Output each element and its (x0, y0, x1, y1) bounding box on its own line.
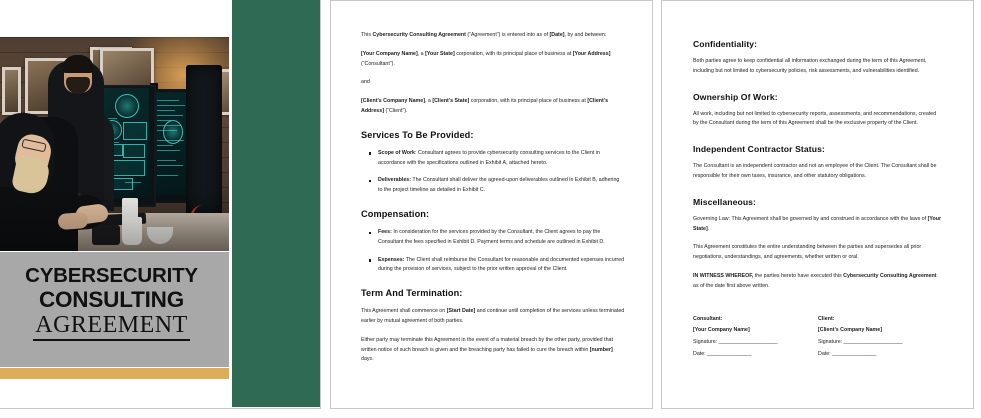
consultant-party-paragraph (361, 50, 625, 70)
bullet-scope-label: Scope of Work (378, 149, 415, 156)
photo-picture-frame (2, 67, 21, 115)
heading-miscellaneous: Miscellaneous: (693, 196, 757, 207)
consultant-mid1: , a (417, 50, 426, 57)
bullet-expenses-text: The Client shall reimburse the Consultant for reasonable and documented expenses incurred during the provision of services, subject to the prior written approval of the Client. (378, 256, 625, 273)
page-three-body (662, 1, 973, 361)
consultant-signature-company: [Your Company Name] (693, 327, 750, 334)
photo-person-standing-hair (62, 55, 94, 73)
governing-law-after: . (707, 225, 710, 232)
cover-title-line3: AGREEMENT (33, 313, 189, 342)
bullet-scope-text: : Consultant agrees to provide cybersecurity consulting services to the Client in accordance with the specifications outlined in Exhibit A, attached hereto. (378, 149, 600, 166)
witness-paragraph (693, 272, 943, 292)
consultant-mid2: corporation, with its principal place of business at (454, 50, 573, 57)
heading-term-and-termination: Term And Termination: (361, 288, 463, 299)
heading-confidentiality: Confidentiality: (693, 39, 758, 49)
intro-agreement-name: Cybersecurity Consulting Agreement (372, 32, 466, 38)
client-company-placeholder: [Client’s Company Name] (361, 98, 425, 105)
client-signature-line[interactable]: Signature: ____________________ (818, 339, 903, 346)
consultant-signature-line[interactable]: Signature: ____________________ (693, 339, 778, 346)
bullet-expenses-label: Expenses: (378, 256, 405, 263)
client-mid1: , a (424, 98, 433, 105)
governing-law-paragraph (693, 215, 943, 235)
confidentiality-paragraph: Both parties agree to keep confidential all information exchanged during the term of this Agreement, including but not limited to cybersecurity policies, risk assessments, and vulnerabilities identified. (693, 58, 927, 74)
term-p2-after: days. (361, 356, 374, 363)
consultant-company-placeholder: [Your Company Name] (361, 50, 418, 57)
bullet-scope-of-work (378, 149, 625, 169)
consultant-after: (“Consultant”). (361, 60, 395, 67)
client-address-placeholder: [Client’s Address] (361, 98, 609, 114)
intro-after: , by and between: (564, 32, 607, 38)
signature-column-client (818, 314, 943, 362)
photo-vignette (0, 187, 229, 251)
witness-agreement-name: Cybersecurity Consulting Agreement (843, 272, 937, 279)
compensation-bullet-list (361, 228, 625, 275)
cover-title-band (0, 252, 229, 367)
client-state-placeholder: [Client’s State] (432, 98, 470, 105)
client-signature-header: Client: (818, 315, 835, 322)
cure-period-placeholder: [number] (589, 346, 613, 353)
term-p2-before: Either party may terminate this Agreement in the event of a material breach by the other party, provided that written notice of such breach is given and the breaching party has failed to cure the breach within (361, 336, 613, 353)
agreement-page-three (661, 0, 974, 409)
intro-before: This (361, 32, 373, 38)
term-paragraph-one (361, 307, 625, 327)
client-mid2: corporation, with its principal place of business at (469, 98, 588, 105)
signature-column-consultant (693, 314, 818, 362)
heading-ownership-of-work: Ownership Of Work: (693, 91, 778, 102)
consultant-address-placeholder: [Your Address] (572, 50, 611, 57)
intro-mid: (“Agreement”) is entered into as of (465, 32, 550, 38)
photo-monitor-middle-screen (153, 92, 189, 195)
ownership-paragraph: All work, including but not limited to cybersecurity reports, assessments, and recommendations, created by the Consultant during the term of this Agreement shall be the exclusive property of the Client. (693, 110, 937, 127)
contractor-paragraph: The Consultant is an independent contractor and not an employee of the Client. The Consultant shall be responsible for their own taxes, insurance, and other statutory obligations. (693, 163, 937, 179)
governing-state-placeholder: [Your State] (693, 215, 942, 232)
consultant-signature-header: Consultant: (693, 315, 723, 322)
intro-date-placeholder: [Date] (549, 32, 565, 38)
bullet-fees (378, 228, 625, 248)
consultant-date-line[interactable]: Date: _______________ (693, 351, 752, 358)
cover-page-content (0, 0, 319, 407)
entire-agreement-paragraph: This Agreement constitutes the entire understanding between the parties and supersedes all prior negotiations, understandings, and agreements, whether written or oral. (693, 244, 922, 261)
term-p1-before: This Agreement shall commence on (361, 308, 447, 315)
signature-block (693, 314, 943, 362)
cover-title-line2: CONSULTING (38, 286, 185, 312)
client-signature-company: [Client’s Company Name] (818, 327, 882, 334)
agreement-page-two (330, 0, 653, 409)
bullet-fees-text: In consideration for the services provided by the Consultant, the Client agrees to pay the Consultant the fees specified in Exhibit D. Payment terms and schedule are outlined in Exhibit D. (378, 228, 605, 245)
cover-title-line1: CYBERSECURITY (25, 264, 198, 287)
cover-photo (0, 37, 229, 251)
services-bullet-list (361, 149, 625, 196)
term-p1-after: and continue until completion of the services unless terminated earlier by mutual agreement of both parties. (361, 308, 625, 324)
consultant-state-placeholder: [Your State] (425, 50, 455, 57)
page-two-body (331, 1, 652, 365)
witness-mid: the parties hereto have executed this (753, 272, 844, 279)
heading-independent-contractor-status: Independent Contractor Status: (693, 144, 825, 155)
governing-law-before: Governing Law: This Agreement shall be governed by and construed in accordance with the laws of (693, 215, 928, 222)
cover-page (0, 0, 321, 409)
bullet-expenses (378, 256, 625, 276)
cover-green-sidebar (232, 0, 320, 407)
start-date-placeholder: [Start Date] (446, 308, 476, 315)
client-after: (“Client”). (383, 107, 408, 114)
heading-services-to-be-provided: Services To Be Provided: (361, 129, 474, 140)
bullet-deliverables (378, 176, 625, 196)
term-paragraph-two (361, 336, 625, 365)
witness-lead: IN WITNESS WHEREOF, (693, 272, 754, 279)
bullet-fees-label: Fees: (378, 228, 392, 235)
bullet-deliverables-text: The Consultant shall deliver the agreed-upon deliverables outlined in Exhibit B, adhering to the project timeline as detailed in Exhibit C. (378, 177, 620, 194)
client-party-paragraph (361, 97, 625, 117)
intro-paragraph (361, 31, 625, 41)
and-connector: and (361, 79, 370, 86)
cover-gold-accent-bar (0, 368, 229, 379)
heading-compensation: Compensation: (361, 208, 430, 219)
bullet-deliverables-label: Deliverables: (378, 177, 411, 184)
witness-after: as of the date first above written. (693, 282, 770, 289)
cover-title-group (0, 266, 229, 341)
client-date-line[interactable]: Date: _______________ (818, 351, 877, 358)
